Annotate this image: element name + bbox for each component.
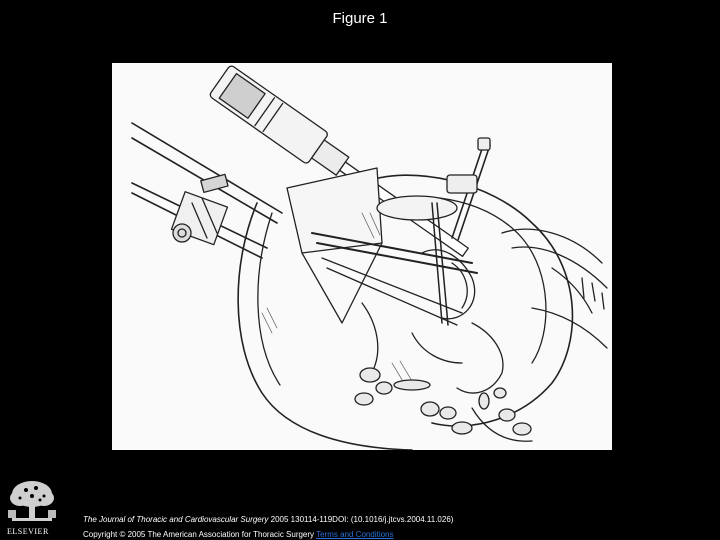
terms-and-conditions-link[interactable]: Terms and Conditions — [316, 530, 394, 539]
citation-line — [83, 515, 453, 524]
copyright-line — [83, 530, 394, 539]
journal-name: The Journal of Thoracic and Cardiovascular Surgery — [83, 515, 269, 524]
surgical-illustration — [112, 63, 612, 450]
citation-details: 2005 130114-119DOI: (10.1016/j.jtcvs.2004.11.026) — [268, 515, 454, 524]
elsevier-wordmark: ELSEVIER — [7, 527, 49, 536]
figure-title: Figure 1 — [332, 10, 388, 27]
copyright-text: Copyright © 2005 The American Association for Thoracic Surgery — [83, 530, 317, 539]
